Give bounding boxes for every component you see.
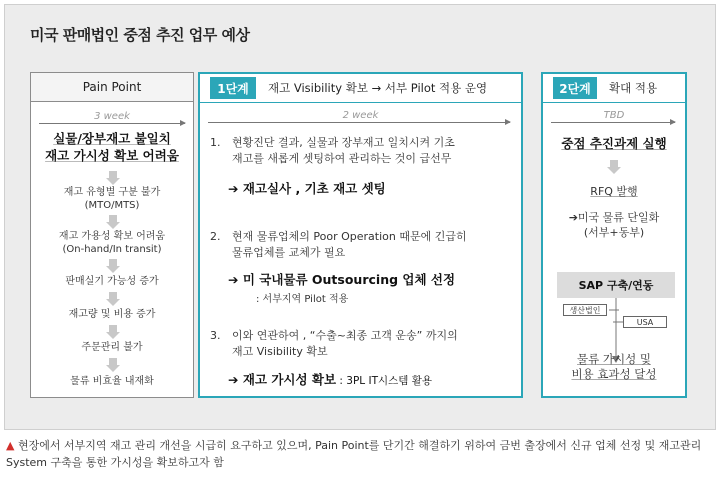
down-arrow-icon [106,325,120,339]
stage-2-task-title: 중점 추진과제 실행 [561,136,667,151]
down-arrow-icon [106,358,120,372]
stage-2-badge: 2단계 [553,77,597,99]
task-line: 현재 물류업체의 Poor Operation 때문에 긴급히 [232,230,467,243]
pain-item: 주문관리 불가 [81,342,143,353]
task-3-result [228,370,432,388]
task-line: 재고를 새롭게 셋팅하여 관리하는 것이 급선무 [232,152,452,165]
task-1-description [210,135,455,167]
us-logistics-line: ➔미국 물류 단일화 [568,211,660,224]
stage-1-badge: 1단계 [210,77,256,99]
duration-arrow [39,123,185,124]
pain-item: 재고량 및 비용 증가 [68,309,156,320]
pain-item-line: 재고 유형별 구분 불가 [63,187,161,198]
duration-arrow [208,122,510,123]
task-2-result: ➔ 미 국내물류 Outsourcing 업체 선정 [228,272,456,287]
pain-point-title-2: 재고 가시성 확보 어려움 [45,148,179,163]
task-number: 1. [210,136,221,149]
task-2-note: : 서부지역 Pilot 적용 [256,294,349,305]
sap-integration-bar: SAP 구축/연동 [557,272,675,298]
caption-marker-icon: ▲ [6,439,15,452]
final-outcome [543,352,685,382]
stage-2-title: 확대 적용 [609,81,658,95]
final-outcome-line: 비용 효과성 달성 [571,367,657,381]
us-logistics-line: (서부+동부) [583,226,645,239]
pain-item: 물류 비효율 내재화 [70,376,154,387]
task-3-description [210,328,458,360]
pain-item [31,186,193,212]
task-line: 이와 연관하여 , “수출~최종 고객 운송” 까지의 [232,329,458,342]
pain-item-line: (On-hand/In transit) [62,244,162,255]
down-arrow-icon [607,160,621,174]
task-3-result-note: : 3PL IT시스템 활용 [336,375,433,387]
stage-1-panel [198,72,523,398]
page-title: 미국 판매법인 중점 추진 업무 예상 [30,26,250,44]
task-line: 재고 Visibility 확보 [232,345,328,358]
task-line: 물류업체를 교체가 필요 [232,246,346,259]
pain-point-panel [30,72,194,398]
rfq-step: RFQ 발행 [590,185,638,198]
duration-label: 2 week [342,110,379,121]
down-arrow-icon [106,215,120,229]
us-logistics-step [543,210,685,240]
down-arrow-icon [106,171,120,185]
down-arrow-icon [106,292,120,306]
duration-label: TBD [603,110,625,121]
usa-tag: USA [623,316,667,328]
pain-item [31,230,193,256]
stage-1-title: 재고 Visibility 확보 → 서부 Pilot 적용 운영 [268,81,488,95]
task-1-result: ➔ 재고실사 , 기초 재고 셋팅 [228,181,386,196]
duration-arrow [551,122,675,123]
pain-item-line: (MTO/MTS) [84,200,140,211]
task-number: 2. [210,230,221,243]
final-outcome-line: 물류 가시성 및 [577,352,651,366]
figure-caption [6,437,712,471]
pain-point-header: Pain Point [31,73,193,102]
task-2-description [210,229,467,261]
caption-text: 현장에서 서부지역 재고 관리 개선을 시급히 요구하고 있으며, Pain Point를 단기간 해결하기 위하여 금번 출장에서 신규 업체 선정 및 재고관리 System 구축을 통한 가시성을 확보하고자 함 [6,439,702,469]
task-line: 현황진단 결과, 실물과 장부재고 일치시켜 기초 [232,136,455,149]
production-entity-tag: 생산법인 [563,304,607,316]
stage-2-header [543,74,685,103]
down-arrow-icon [106,259,120,273]
pain-point-title-1: 실물/장부재고 불일치 [53,131,171,146]
stage-1-header [200,74,521,103]
task-3-result-main: ➔ 재고 가시성 확보 [228,372,337,387]
stage-2-panel [541,72,687,398]
duration-label: 3 week [94,111,130,122]
pain-item-line: 재고 가용성 확보 어려움 [58,231,166,242]
task-number: 3. [210,329,221,342]
pain-item: 판매실기 가능성 증가 [65,276,159,287]
